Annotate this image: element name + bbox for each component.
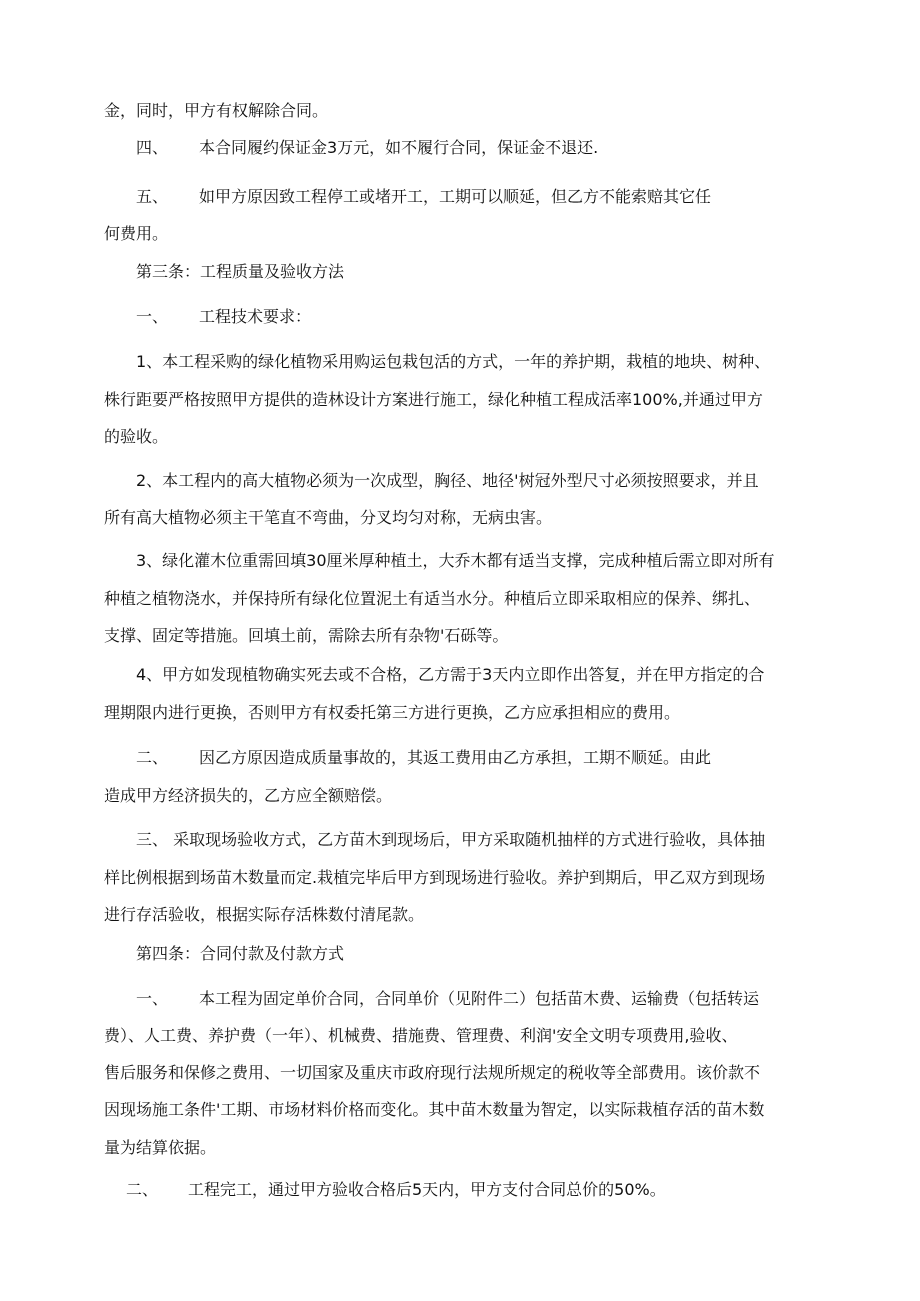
section-number: 二、 bbox=[136, 748, 169, 767]
doc-line: 支撑、固定等措施。回填土前，需除去所有杂物'石砾等。 bbox=[104, 626, 509, 645]
doc-line: 本合同履约保证金3万元，如不履行合同，保证金不退还. bbox=[199, 138, 599, 157]
doc-line: 三、 采取现场验收方式，乙方苗木到现场后，甲方采取随机抽样的方式进行验收，具体抽 bbox=[136, 830, 766, 849]
article-heading: 第三条：工程质量及验收方法 bbox=[136, 262, 345, 281]
doc-line: 售后服务和保修之费用、一切国家及重庆市政府现行法规所规定的税收等全部费用。该价款不 bbox=[104, 1063, 761, 1082]
doc-line: 因现场施工条件'工期、市场材料价格而变化。其中苗木数量为智定，以实际栽植存活的苗木数 bbox=[104, 1100, 765, 1119]
doc-line: 费）、人工费、养护费（一年）、机械费、措施费、管理费、利润'安全文明专项费用,验收、 bbox=[104, 1026, 738, 1045]
doc-line: 的验收。 bbox=[104, 427, 169, 446]
section-number: 一、 bbox=[136, 989, 169, 1008]
doc-line: 2、本工程内的高大植物必须为一次成型，胸径、地径'树冠外型尺寸必须按照要求，并且 bbox=[136, 471, 759, 490]
section-number: 二、 bbox=[126, 1180, 159, 1199]
doc-line: 本工程为固定单价合同，合同单价（见附件二）包括苗木费、运输费（包括转运 bbox=[199, 989, 760, 1008]
doc-line: 如甲方原因致工程停工或堵开工，工期可以顺延，但乙方不能索赔其它任 bbox=[199, 187, 712, 206]
doc-line: 理期限内进行更换，否则甲方有权委托第三方进行更换，乙方应承担相应的费用。 bbox=[104, 703, 681, 722]
section-number: 五、 bbox=[136, 187, 169, 206]
doc-line: 1、本工程采购的绿化植物采用购运包栽包活的方式，一年的养护期，栽植的地块、树种、 bbox=[136, 352, 771, 371]
doc-line: 样比例根据到场苗木数量而定.栽植完毕后甲方到现场进行验收。养护到期后，甲乙双方到现场 bbox=[104, 868, 766, 887]
doc-line: 何费用。 bbox=[104, 224, 169, 243]
doc-line: 金，同时，甲方有权解除合同。 bbox=[104, 101, 329, 120]
doc-line: 量为结算依据。 bbox=[104, 1138, 217, 1157]
doc-line: 因乙方原因造成质量事故的，其返工费用由乙方承担，工期不顺延。由此 bbox=[199, 748, 712, 767]
doc-line: 造成甲方经济损失的，乙方应全额赔偿。 bbox=[104, 786, 393, 805]
doc-line: 工程技术要求： bbox=[199, 307, 312, 326]
section-number: 一、 bbox=[136, 307, 169, 326]
doc-line: 进行存活验收，根据实际存活株数付清尾款。 bbox=[104, 905, 425, 924]
doc-line: 所有高大植物必须主干笔直不弯曲，分叉均匀对称，无病虫害。 bbox=[104, 508, 553, 527]
article-heading: 第四条：合同付款及付款方式 bbox=[136, 944, 345, 963]
doc-line: 工程完工，通过甲方验收合格后5天内，甲方支付合同总价的50%。 bbox=[188, 1180, 666, 1199]
doc-line: 种植之植物浇水，并保持所有绿化位置泥土有适当水分。种植后立即采取相应的保养、绑扎、 bbox=[104, 589, 761, 608]
doc-line: 株行距要严格按照甲方提供的造林设计方案进行施工，绿化种植工程成活率100%,并通过甲方 bbox=[104, 390, 763, 409]
doc-line: 4、甲方如发现植物确实死去或不合格，乙方需于3天内立即作出答复，并在甲方指定的合 bbox=[136, 665, 765, 684]
section-number: 四、 bbox=[136, 138, 169, 157]
doc-line: 3、绿化灌木位重需回填30厘米厚种植土，大乔木都有适当支撑，完成种植后需立即对所有 bbox=[136, 551, 775, 570]
